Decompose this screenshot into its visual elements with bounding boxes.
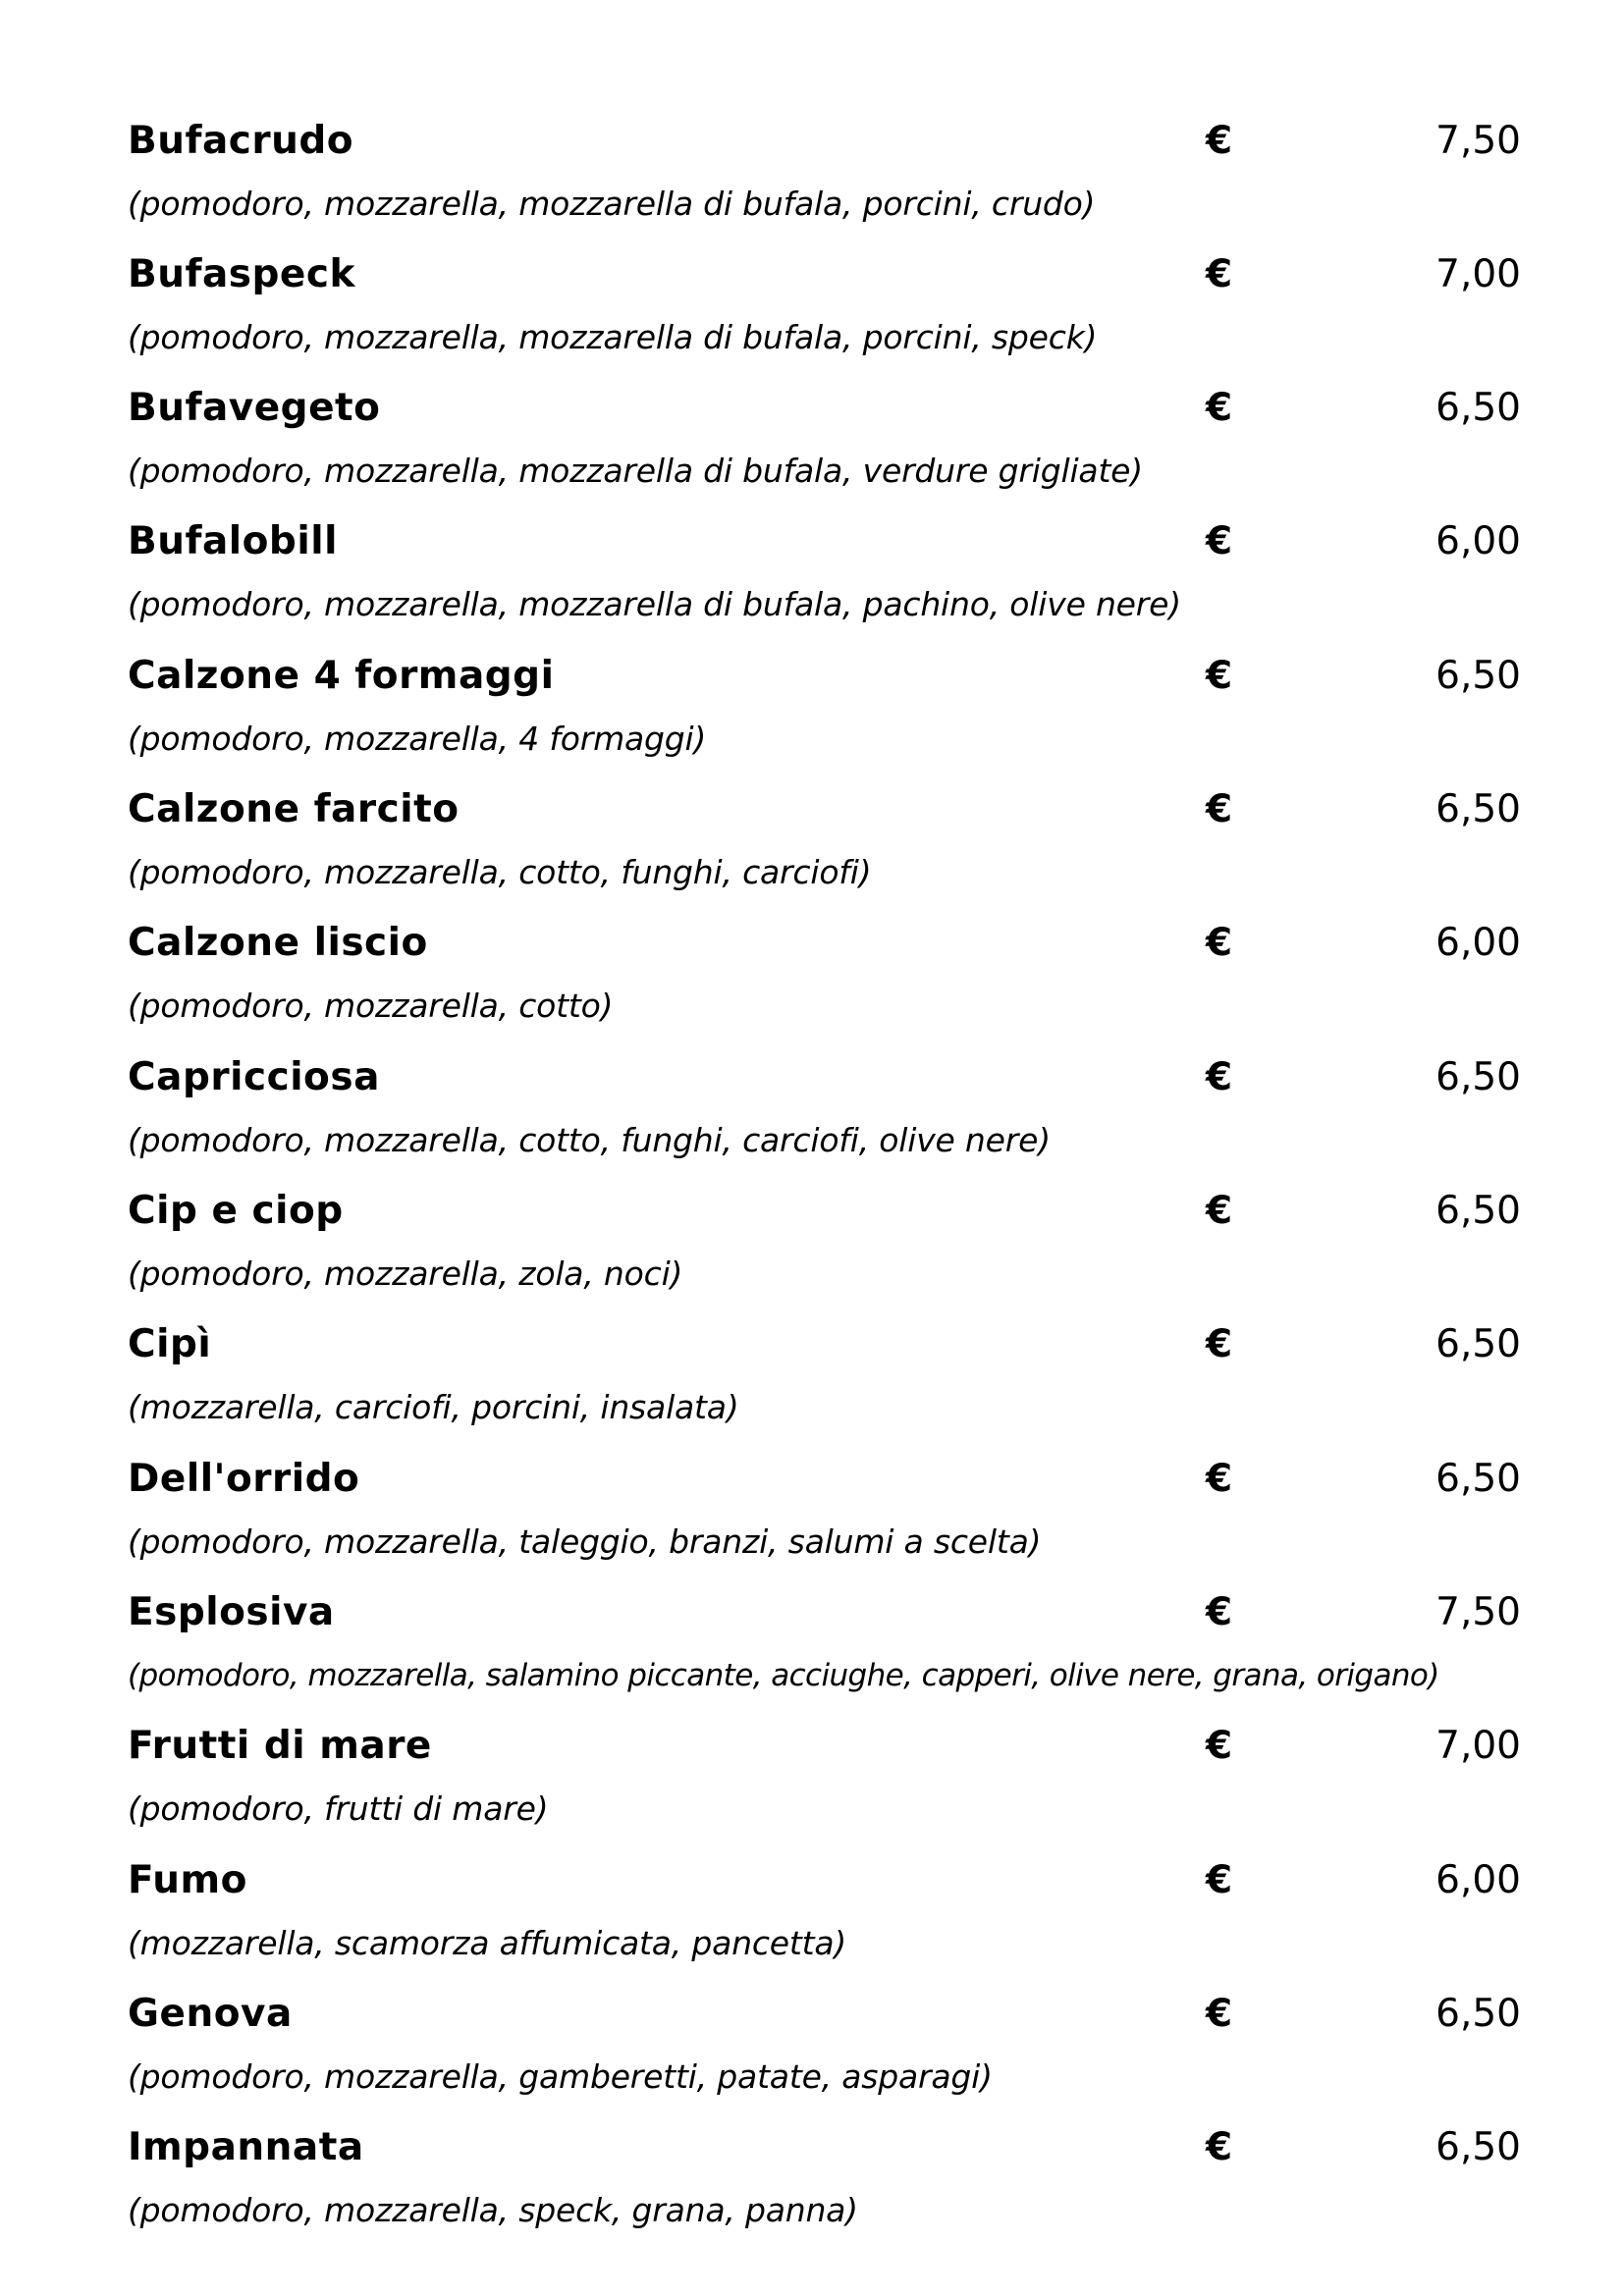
currency-symbol: € (1206, 921, 1233, 965)
currency-symbol: € (1206, 1457, 1233, 1501)
menu-item (0, 381, 1623, 514)
item-price: 6,50 (1435, 787, 1521, 831)
currency-symbol: € (1206, 1590, 1233, 1634)
item-name: Bufacrudo (128, 119, 354, 163)
currency-symbol: € (1206, 1724, 1233, 1768)
menu-item (0, 1050, 1623, 1184)
item-ingredients: (pomodoro, mozzarella, speck, grana, panna) (128, 2191, 858, 2229)
item-ingredients: (pomodoro, mozzarella, cotto) (128, 987, 614, 1025)
menu-item (0, 1719, 1623, 1852)
item-price: 6,00 (1435, 1858, 1521, 1902)
currency-symbol: € (1206, 1322, 1233, 1366)
menu-item (0, 114, 1623, 247)
item-name: Genova (128, 1992, 293, 2036)
currency-symbol: € (1206, 1189, 1233, 1233)
currency-symbol: € (1206, 2125, 1233, 2169)
menu-item (0, 1184, 1623, 1317)
item-ingredients: (pomodoro, mozzarella, salamino piccante, acciughe, capperi, olive nere, grana, origano) (128, 1658, 1439, 1693)
item-price: 6,50 (1435, 654, 1521, 698)
item-name: Calzone 4 formaggi (128, 654, 555, 698)
item-ingredients: (pomodoro, frutti di mare) (128, 1789, 549, 1828)
currency-symbol: € (1206, 1858, 1233, 1902)
item-ingredients: (pomodoro, mozzarella, cotto, funghi, carciofi, olive nere) (128, 1121, 1051, 1159)
currency-symbol: € (1206, 654, 1233, 698)
item-ingredients: (pomodoro, mozzarella, 4 formaggi) (128, 720, 707, 758)
item-name: Capricciosa (128, 1055, 380, 1099)
item-price: 6,00 (1435, 519, 1521, 563)
item-name: Bufaspeck (128, 252, 355, 296)
item-price: 6,50 (1435, 1457, 1521, 1501)
item-ingredients: (pomodoro, mozzarella, cotto, funghi, carciofi) (128, 853, 872, 891)
item-ingredients: (pomodoro, mozzarella, zola, noci) (128, 1255, 683, 1293)
item-name: Calzone farcito (128, 787, 460, 831)
item-name: Calzone liscio (128, 921, 428, 965)
item-price: 7,00 (1435, 1724, 1521, 1768)
item-ingredients: (mozzarella, carciofi, porcini, insalata) (128, 1388, 739, 1426)
currency-symbol: € (1206, 386, 1233, 430)
item-price: 6,50 (1435, 2125, 1521, 2169)
item-price: 6,50 (1435, 1189, 1521, 1233)
currency-symbol: € (1206, 1055, 1233, 1099)
currency-symbol: € (1206, 252, 1233, 296)
item-name: Fumo (128, 1858, 247, 1902)
item-price: 7,50 (1435, 119, 1521, 163)
currency-symbol: € (1206, 1992, 1233, 2036)
item-ingredients: (mozzarella, scamorza affumicata, pancetta) (128, 1924, 847, 1962)
menu-item (0, 916, 1623, 1049)
menu-item (0, 1585, 1623, 1719)
menu-item (0, 1317, 1623, 1451)
currency-symbol: € (1206, 787, 1233, 831)
currency-symbol: € (1206, 119, 1233, 163)
item-name: Cipì (128, 1322, 212, 1366)
item-name: Impannata (128, 2125, 364, 2169)
menu-item (0, 649, 1623, 782)
item-ingredients: (pomodoro, mozzarella, mozzarella di bufala, porcini, speck) (128, 318, 1098, 356)
item-name: Dell'orrido (128, 1457, 360, 1501)
item-price: 6,50 (1435, 1055, 1521, 1099)
menu-item (0, 247, 1623, 381)
item-name: Bufavegeto (128, 386, 381, 430)
menu-item (0, 1853, 1623, 1987)
currency-symbol: € (1206, 519, 1233, 563)
item-price: 6,50 (1435, 386, 1521, 430)
item-ingredients: (pomodoro, mozzarella, taleggio, branzi, salumi a scelta) (128, 1522, 1042, 1561)
menu-item (0, 2120, 1623, 2254)
item-price: 6,50 (1435, 1322, 1521, 1366)
item-ingredients: (pomodoro, mozzarella, mozzarella di bufala, pachino, olive nere) (128, 585, 1181, 623)
menu-item (0, 514, 1623, 648)
item-name: Frutti di mare (128, 1724, 432, 1768)
item-ingredients: (pomodoro, mozzarella, mozzarella di bufala, porcini, crudo) (128, 185, 1096, 223)
item-price: 6,00 (1435, 921, 1521, 965)
menu-item (0, 1987, 1623, 2120)
item-ingredients: (pomodoro, mozzarella, gamberetti, patate, asparagi) (128, 2057, 993, 2096)
menu-item (0, 782, 1623, 916)
item-name: Cip e ciop (128, 1189, 344, 1233)
item-price: 6,50 (1435, 1992, 1521, 2036)
menu-item (0, 1452, 1623, 1585)
item-name: Esplosiva (128, 1590, 335, 1634)
item-price: 7,00 (1435, 252, 1521, 296)
item-price: 7,50 (1435, 1590, 1521, 1634)
item-ingredients: (pomodoro, mozzarella, mozzarella di bufala, verdure grigliate) (128, 452, 1143, 490)
item-name: Bufalobill (128, 519, 338, 563)
